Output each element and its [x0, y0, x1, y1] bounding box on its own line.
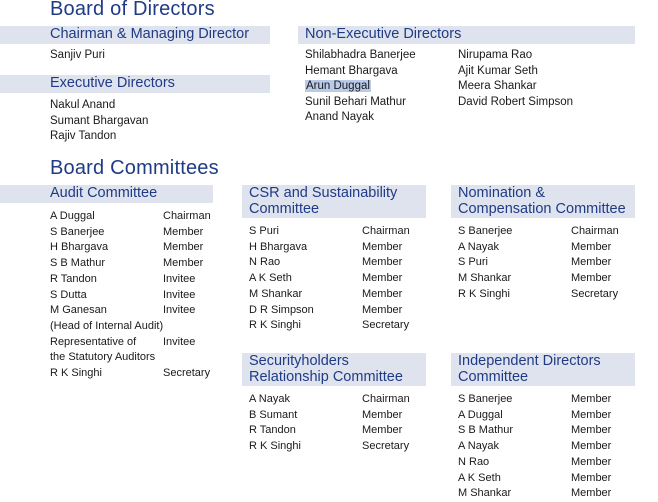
independent-committee-heading — [451, 353, 635, 386]
independent-committee-heading-line1: Independent Directors — [458, 353, 601, 369]
director-name[interactable]: Sumant Bhargavan — [50, 114, 149, 127]
committee-member-row — [50, 256, 211, 272]
member-role: Invitee — [163, 304, 196, 317]
member-name-line1: Representative of — [50, 335, 137, 348]
audit-committee-list — [50, 209, 211, 382]
committee-member-row — [249, 287, 410, 303]
director-name-selected[interactable]: Arun Duggal — [306, 80, 370, 93]
director-name[interactable]: Nakul Anand — [50, 99, 116, 111]
member-name[interactable]: R K Singhi — [50, 367, 102, 380]
executive-heading — [0, 75, 270, 93]
member-role: Member — [571, 487, 612, 500]
member-role: Secretary — [362, 319, 410, 332]
member-role: Secretary — [163, 367, 211, 380]
non-executive-col1 — [305, 48, 416, 126]
member-role: Invitee — [163, 335, 196, 348]
committee-member-row — [249, 224, 410, 240]
member-name[interactable]: M Shankar — [458, 272, 512, 285]
member-role: Member — [362, 272, 403, 285]
committee-member-row — [50, 335, 211, 366]
committee-member-row — [458, 455, 611, 471]
member-name[interactable]: R K Singhi — [458, 287, 510, 300]
committee-member-row — [50, 303, 211, 334]
committee-member-row — [50, 240, 211, 256]
member-role: Member — [163, 257, 204, 270]
member-name[interactable] — [50, 303, 163, 334]
nomination-committee-heading — [451, 185, 635, 218]
csr-committee-list — [249, 224, 410, 334]
member-name[interactable]: R Tandon — [249, 424, 296, 437]
committee-member-row — [50, 209, 211, 225]
member-name[interactable]: S B Mathur — [50, 257, 106, 270]
committee-member-row — [458, 240, 619, 256]
member-role: Member — [362, 240, 403, 253]
member-role: Member — [362, 424, 403, 437]
member-role: Chairman — [163, 210, 211, 222]
member-name[interactable]: B Sumant — [249, 408, 298, 421]
member-name[interactable]: R Tandon — [50, 272, 97, 285]
director-name[interactable]: Rajiv Tandon — [50, 130, 117, 143]
committee-member-row — [249, 318, 410, 334]
committee-member-row — [458, 471, 611, 487]
committee-member-row — [249, 392, 410, 408]
committee-member-row — [249, 240, 410, 256]
committee-member-row — [50, 225, 211, 241]
member-role: Member — [571, 455, 612, 468]
member-name[interactable]: S Banerjee — [458, 225, 513, 237]
member-role: Member — [571, 424, 612, 437]
member-role: Member — [362, 256, 403, 269]
member-role: Chairman — [362, 225, 410, 237]
committee-member-row — [249, 255, 410, 271]
csr-committee-heading-line2: Committee — [249, 200, 320, 217]
member-name[interactable]: A Duggal — [458, 408, 503, 421]
member-name[interactable]: S Puri — [249, 225, 279, 237]
member-role: Member — [362, 408, 403, 421]
csr-committee-heading-line1: CSR and Sustainability — [249, 185, 398, 201]
committee-member-row — [249, 408, 410, 424]
member-name[interactable]: M Shankar — [458, 487, 512, 500]
member-name[interactable]: R K Singhi — [249, 319, 301, 332]
committee-member-row — [50, 366, 211, 382]
audit-committee-heading — [0, 185, 213, 203]
committee-member-row — [249, 439, 410, 455]
audit-committee-heading-label: Audit Committee — [50, 185, 158, 201]
member-name[interactable]: A Duggal — [50, 210, 95, 222]
committee-member-row — [458, 271, 619, 287]
member-name[interactable]: A Nayak — [458, 240, 499, 253]
executive-list — [50, 98, 148, 145]
nomination-committee-heading-line1: Nomination & — [458, 185, 546, 201]
member-name[interactable]: S Dutta — [50, 288, 87, 301]
chairman-heading-label: Chairman & Managing Director — [50, 26, 250, 42]
independent-committee-heading-line2: Committee — [458, 368, 529, 385]
member-name[interactable]: A Nayak — [249, 393, 290, 405]
committee-member-row — [458, 486, 611, 502]
member-role: Member — [571, 272, 612, 285]
member-role: Member — [571, 240, 612, 253]
committee-member-row — [458, 408, 611, 424]
member-name[interactable]: M Shankar — [249, 287, 303, 300]
member-name-line1: M Ganesan — [50, 304, 107, 317]
board-title: Board of Directors — [50, 0, 215, 20]
director-name[interactable]: Meera Shankar — [458, 80, 537, 93]
securityholders-committee-heading-line2: Relationship Committee — [249, 368, 403, 385]
member-role: Chairman — [571, 225, 619, 237]
committee-member-row — [50, 288, 211, 304]
committee-member-row — [458, 287, 619, 303]
committee-member-row — [249, 303, 410, 319]
committees-title: Board Committees — [50, 157, 219, 179]
member-name[interactable]: H Bhargava — [249, 240, 308, 253]
chairman-heading — [0, 26, 270, 44]
member-role: Member — [163, 225, 204, 238]
member-role: Member — [571, 256, 612, 269]
member-name-line2: the Statutory Auditors — [50, 351, 156, 364]
committee-member-row — [458, 255, 619, 271]
securityholders-committee-list — [249, 392, 410, 455]
securityholders-committee-heading-line1: Securityholders — [249, 353, 349, 369]
securityholders-committee-heading — [242, 353, 426, 386]
member-name[interactable]: S Banerjee — [50, 225, 105, 238]
committee-member-row — [458, 423, 611, 439]
director-name[interactable]: Ajit Kumar Seth — [458, 64, 538, 77]
member-role: Member — [571, 393, 612, 405]
member-role: Secretary — [362, 440, 410, 453]
chairman-list — [50, 48, 105, 64]
director-name[interactable]: Nirupama Rao — [458, 49, 533, 61]
nomination-committee-list — [458, 224, 619, 303]
member-role: Invitee — [163, 288, 196, 301]
member-name[interactable]: S Banerjee — [458, 393, 513, 405]
member-name[interactable]: H Bhargava — [50, 241, 109, 254]
member-name[interactable]: S Puri — [458, 256, 488, 269]
member-role: Member — [571, 408, 612, 421]
member-name[interactable] — [50, 335, 163, 366]
director-name[interactable]: Anand Nayak — [305, 111, 375, 124]
member-role: Member — [571, 471, 612, 484]
member-name[interactable]: N Rao — [458, 455, 490, 468]
member-role: Secretary — [571, 287, 619, 300]
nomination-committee-heading-line2: Compensation Committee — [458, 200, 626, 217]
member-role: Member — [163, 241, 204, 254]
member-role: Chairman — [362, 393, 410, 405]
member-role: Invitee — [163, 272, 196, 285]
member-role: Member — [362, 287, 403, 300]
director-name[interactable]: Shilabhadra Banerjee — [305, 49, 416, 61]
member-name[interactable]: S B Mathur — [458, 424, 514, 437]
director-name[interactable]: Hemant Bhargava — [305, 64, 398, 77]
non-executive-heading — [298, 26, 635, 44]
member-name[interactable]: R K Singhi — [249, 440, 301, 453]
csr-committee-heading — [242, 185, 426, 218]
director-name[interactable]: Sunil Behari Mathur — [305, 95, 406, 108]
committee-member-row — [249, 271, 410, 287]
member-name[interactable]: A Nayak — [458, 440, 499, 453]
director-name[interactable]: David Robert Simpson — [458, 95, 574, 108]
committee-member-row — [249, 423, 410, 439]
non-executive-col2 — [458, 48, 573, 110]
committee-member-row — [458, 392, 611, 408]
member-name[interactable]: D R Simpson — [249, 303, 314, 316]
member-role: Member — [362, 303, 403, 316]
independent-committee-list — [458, 392, 611, 502]
member-role: Member — [571, 440, 612, 453]
director-name[interactable]: Sanjiv Puri — [50, 49, 105, 61]
member-name[interactable]: A K Seth — [458, 471, 501, 484]
executive-heading-label: Executive Directors — [50, 75, 175, 91]
member-name[interactable]: A K Seth — [249, 272, 292, 285]
committee-member-row — [458, 439, 611, 455]
committee-member-row — [50, 272, 211, 288]
member-name-line2: (Head of Internal Audit) — [50, 319, 164, 332]
member-name[interactable]: N Rao — [249, 256, 281, 269]
committee-member-row — [458, 224, 619, 240]
non-executive-heading-label: Non-Executive Directors — [305, 26, 462, 42]
